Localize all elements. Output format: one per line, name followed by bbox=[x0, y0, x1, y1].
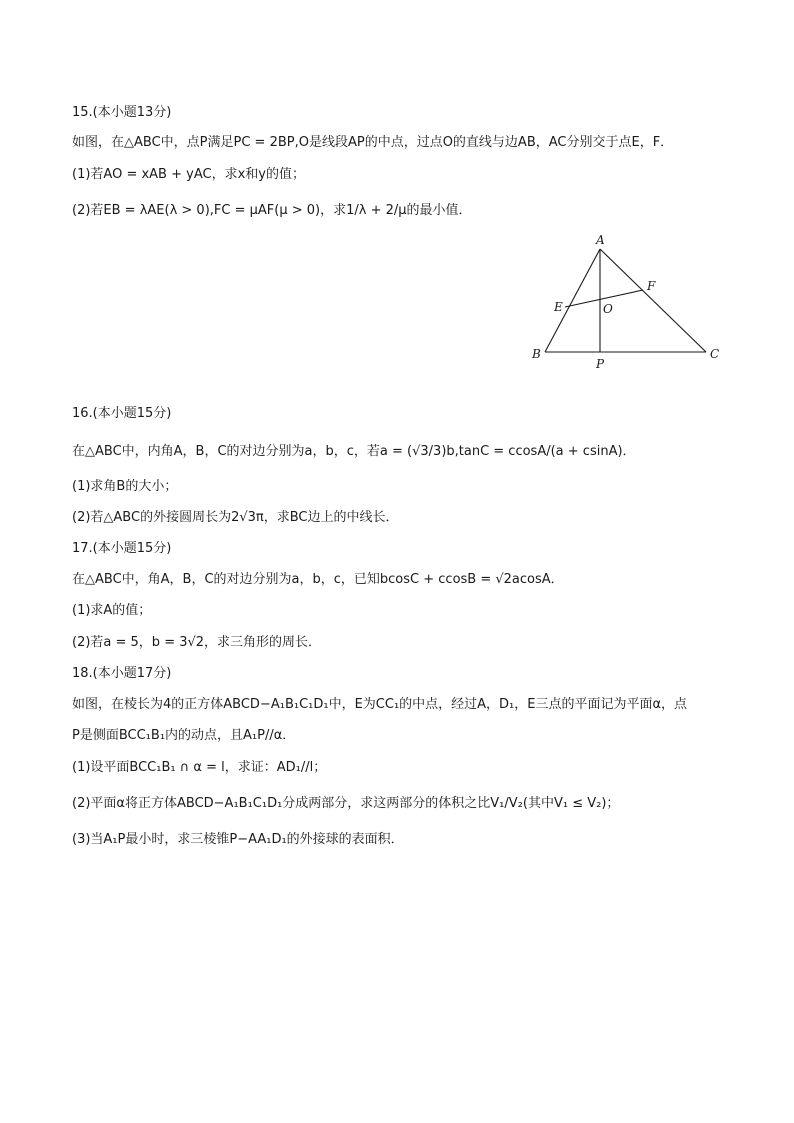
q15-part2: (2)若EB = λAE(λ > 0),FC = μAF(μ > 0)，求1/λ + 2/μ的最小值． bbox=[72, 203, 472, 218]
q15-stem: 如图，在△ABC中，点P满足PC = 2BP,O是线段AP的中点，过点O的直线与边AB，AC分别交于点E，F． bbox=[72, 135, 674, 150]
q16-part1: (1)求角B的大小； bbox=[72, 479, 178, 494]
label-p: P bbox=[596, 357, 605, 371]
q16-header: 16.(本小题15分) bbox=[72, 406, 172, 421]
label-f: F bbox=[647, 279, 656, 293]
q16-stem: 在△ABC中，内角A，B，C的对边分别为a，b，c，若a = (√3/3)b,tanC = ccosA/(a + csinA)． bbox=[72, 444, 636, 459]
label-b: B bbox=[532, 347, 541, 361]
q15-triangle-figure bbox=[520, 228, 730, 373]
q17-part1: (1)求A的值； bbox=[72, 603, 152, 618]
q16-part2: (2)若△ABC的外接圆周长为2√3π，求BC边上的中线长． bbox=[72, 510, 399, 525]
q18-stem-line2: P是侧面BCC₁B₁内的动点，且A₁P//α． bbox=[72, 728, 296, 743]
label-o: O bbox=[603, 302, 613, 316]
q17-part2: (2)若a = 5，b = 3√2，求三角形的周长． bbox=[72, 635, 322, 650]
label-c: C bbox=[710, 347, 720, 361]
label-a: A bbox=[596, 233, 605, 247]
q17-header: 17.(本小题15分) bbox=[72, 541, 172, 556]
q15-header: 15.(本小题13分) bbox=[72, 105, 172, 120]
label-e: E bbox=[554, 300, 563, 314]
q18-stem-line1: 如图，在棱长为4的正方体ABCD−A₁B₁C₁D₁中，E为CC₁的中点，经过A，D₁，E三点的平面记为平面α，点 bbox=[72, 697, 688, 712]
q18-part2: (2)平面α将正方体ABCD−A₁B₁C₁D₁分成两部分，求这两部分的体积之比V₁/V₂(其中V₁ ≤ V₂)； bbox=[72, 796, 620, 811]
q18-header: 18.(本小题17分) bbox=[72, 666, 172, 681]
q17-stem: 在△ABC中，角A，B，C的对边分别为a，b，c，已知bcosC + ccosB = √2acosA． bbox=[72, 572, 564, 587]
q15-part1: (1)若AO = xAB + yAC，求x和y的值； bbox=[72, 167, 305, 182]
q18-part1: (1)设平面BCC₁B₁ ∩ α = l，求证：AD₁//l； bbox=[72, 760, 327, 775]
q18-part3: (3)当A₁P最小时，求三棱锥P−AA₁D₁的外接球的表面积． bbox=[72, 832, 404, 847]
segment-ac bbox=[600, 249, 706, 352]
